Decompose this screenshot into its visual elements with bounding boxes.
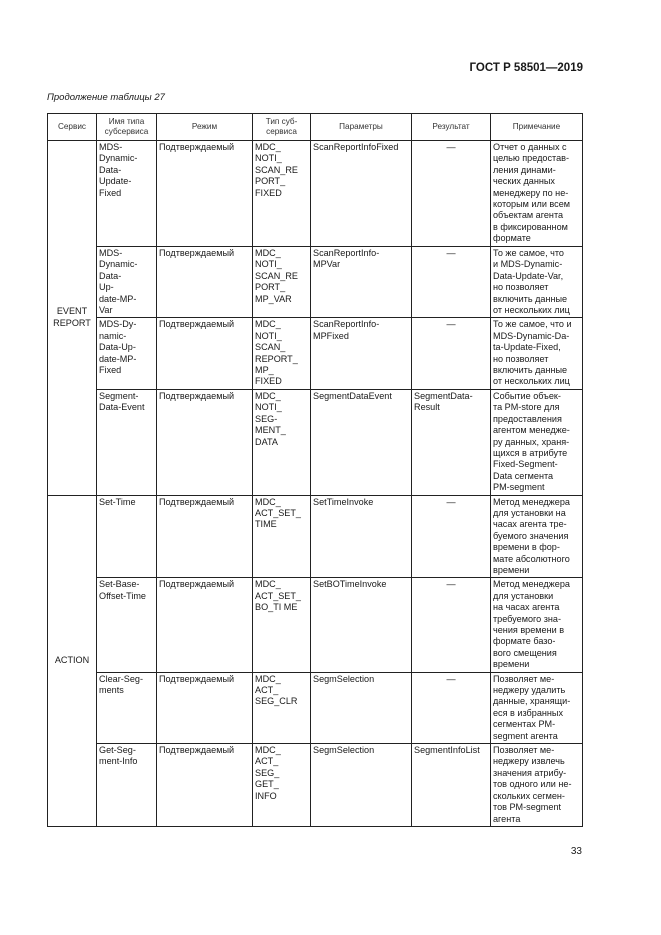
note: Метод менеджера для установки на часах агента требуемого зна- чения времени в формате базо- вого смещения времени: [491, 578, 583, 672]
table-row: [48, 141, 583, 247]
subservice-type: MDC_ NOTI_ SCAN_RE PORT_ MP_VAR: [253, 247, 311, 318]
note: Позволяет ме- неджеру извлечь значения атрибу- тов одного или не- скольких сегмен- тов PM-segment агента: [491, 744, 583, 827]
mode: Подтверждаемый: [157, 744, 253, 827]
parameters: SegmSelection: [311, 744, 412, 827]
result: —: [412, 578, 491, 672]
table-row: [48, 318, 583, 389]
mode: Подтверждаемый: [157, 247, 253, 318]
subservice-type: MDC_ ACT_SET_ TIME: [253, 495, 311, 578]
subservice-name: MDS- Dynamic- Data- Up- date-MP- Var: [97, 247, 157, 318]
subservice-name: Set-Base- Offset-Time: [97, 578, 157, 672]
mode: Подтверждаемый: [157, 389, 253, 495]
col-header-mode: Режим: [157, 114, 253, 141]
mode: Подтверждаемый: [157, 141, 253, 247]
subservice-type: MDC_ NOTI_ SEG- MENT_ DATA: [253, 389, 311, 495]
subservice-name: Get-Seg- ment-Info: [97, 744, 157, 827]
col-header-note: Примечание: [491, 114, 583, 141]
mode: Подтверждаемый: [157, 318, 253, 389]
subservice-name: Set-Time: [97, 495, 157, 578]
note: Отчет о данных с целью предостав- ления динами- ческих данных менеджеру по не- которым или всем объектам агента в фиксированном формате: [491, 141, 583, 247]
result: —: [412, 247, 491, 318]
service-action: ACTION: [48, 495, 97, 827]
standard-number: ГОСТ Р 58501—2019: [469, 62, 583, 74]
subservice-name: Clear-Seg- ments: [97, 672, 157, 743]
col-header-service: Сервис: [48, 114, 97, 141]
col-header-subservice-name: Имя типа субсервиса: [97, 114, 157, 141]
table-row: [48, 495, 583, 578]
col-header-parameters: Параметры: [311, 114, 412, 141]
note: То же самое, что и MDS-Dynamic-Da- ta-Update-Fixed, но позволяет включить данные от нескольких лиц: [491, 318, 583, 389]
services-table: [47, 113, 583, 827]
subservice-type: MDC_ ACT_SET_ BO_TI ME: [253, 578, 311, 672]
subservice-name: Segment- Data-Event: [97, 389, 157, 495]
page-number: 33: [570, 846, 582, 857]
subservice-name: MDS- Dynamic- Data- Update- Fixed: [97, 141, 157, 247]
table-row: [48, 389, 583, 495]
parameters: SetTimeInvoke: [311, 495, 412, 578]
result: —: [412, 318, 491, 389]
table-row: [48, 578, 583, 672]
table-header-row: [48, 114, 583, 141]
note: Метод менеджера для установки на часах агента тре- буемого значения времени в фор- мате абсолютного времени: [491, 495, 583, 578]
table-row: [48, 744, 583, 827]
subservice-type: MDC_ NOTI_ SCAN_ REPORT_ MP_ FIXED: [253, 318, 311, 389]
result: SegmentInfoList: [412, 744, 491, 827]
mode: Подтверждаемый: [157, 672, 253, 743]
parameters: SegmentDataEvent: [311, 389, 412, 495]
subservice-type: MDC_ ACT_ SEG_ GET_ INFO: [253, 744, 311, 827]
subservice-type: MDC_ ACT_ SEG_CLR: [253, 672, 311, 743]
parameters: ScanReportInfo- MPFixed: [311, 318, 412, 389]
col-header-result: Результат: [412, 114, 491, 141]
table-caption: Продолжение таблицы 27: [47, 92, 165, 103]
table-row: [48, 247, 583, 318]
parameters: SegmSelection: [311, 672, 412, 743]
note: То же самое, что и MDS-Dynamic- Data-Update-Var, но позволяет включить данные от нескольких лиц: [491, 247, 583, 318]
note: Позволяет ме- неджеру удалить данные, хранящи- еся в избранных сегментах PM- segment агента: [491, 672, 583, 743]
parameters: SetBOTimeInvoke: [311, 578, 412, 672]
subservice-type: MDC_ NOTI_ SCAN_RE PORT_ FIXED: [253, 141, 311, 247]
result: —: [412, 141, 491, 247]
service-event-report: EVENT REPORT: [48, 141, 97, 496]
col-header-subservice-type: Тип суб- сервиса: [253, 114, 311, 141]
result: —: [412, 672, 491, 743]
mode: Подтверждаемый: [157, 495, 253, 578]
parameters: ScanReportInfo- MPVar: [311, 247, 412, 318]
table-row: [48, 672, 583, 743]
mode: Подтверждаемый: [157, 578, 253, 672]
parameters: ScanReportInfoFixed: [311, 141, 412, 247]
note: Событие объек- та PM-store для предоставления агентом менедже- ру данных, храня- щихся в атрибуте Fixed-Segment- Data сегмента PM-segment: [491, 389, 583, 495]
result: —: [412, 495, 491, 578]
subservice-name: MDS-Dy- namic- Data-Up- date-MP- Fixed: [97, 318, 157, 389]
result: SegmentData- Result: [412, 389, 491, 495]
